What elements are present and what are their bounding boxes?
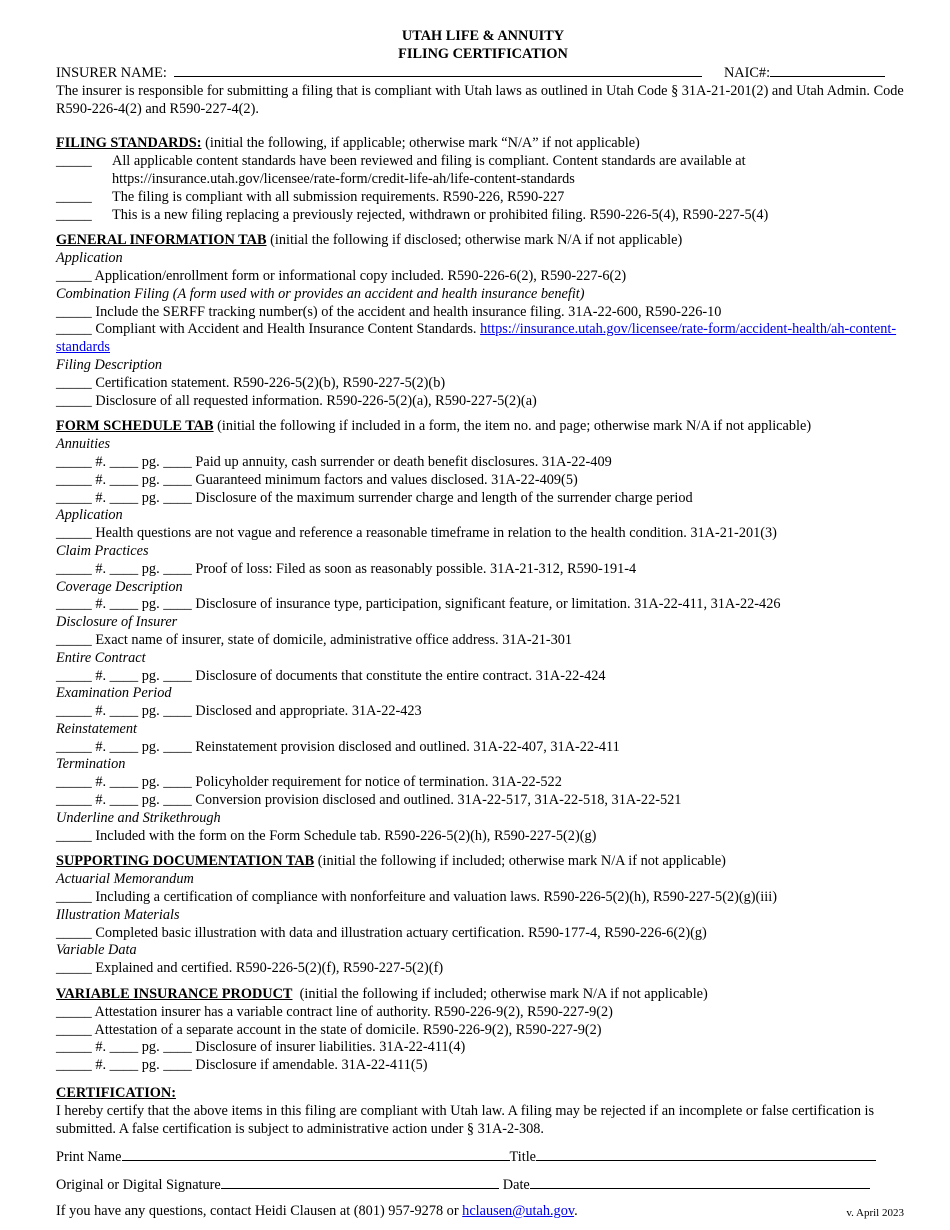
ah-content-standards-link[interactable]: https://insurance.utah.gov/licensee/rate-form/accident-health/ah-content-standards [56,321,897,356]
variable-product-list [56,1004,910,1075]
list-item: _____ #. ____ pg. ____ Disclosure of the maximum surrender charge and length of the surrender charge period [56,489,693,506]
form-title-line2: FILING CERTIFICATION [398,46,568,62]
signature-label: Original or Digital Signature [56,1177,221,1194]
filing-standards-heading: FILING STANDARDS: [56,135,202,152]
form-title-line1: UTAH LIFE & ANNUITY [401,28,565,44]
subsection-label: Claim Practices [56,542,149,559]
certification-text: I hereby certify that the above items in this filing are compliant with Utah law. A filing may be rejected if an incomplete or false certification is submitted. A false certification is subject to administrative action under § 31A-2-308. [56,1102,875,1137]
footer [56,1203,910,1221]
list-item: _____ Included with the form on the Form Schedule tab. R590-226-5(2)(h), R590-227-5(2)(g) [56,827,597,844]
intro-text: The insurer is responsible for submitting a filing that is compliant with Utah laws as outlined in Utah Code § 31A-21-201(2) and Utah Admin. Code R590-226-4(2) and R590-227-4(2). [56,82,904,117]
variable-product-instruction: (initial the following if included; otherwise mark N/A if not applicable) [292,986,708,1003]
version-label: v. April 2023 [846,1207,904,1220]
list-item [56,321,910,357]
subsection-label: Actuarial Memorandum [56,871,194,888]
list-item: _____ Exact name of insurer, state of domicile, administrative office address. 31A-21-301 [56,631,573,648]
contact-text: If you have any questions, contact Heidi Clausen at (801) 957-9278 or [56,1203,463,1220]
naic-label: NAIC#: [723,65,771,81]
list-item [56,189,910,207]
list-item [56,207,910,225]
list-item: _____ #. ____ pg. ____ Reinstatement provision disclosed and outlined. 31A-22-407, 31A-22-411 [56,738,620,755]
title-field[interactable] [536,1147,876,1161]
subsection-label: Application [56,507,123,524]
footer-period: . [574,1203,578,1220]
date-field[interactable] [530,1175,870,1189]
subsection-label: Reinstatement [56,720,137,737]
initial-field[interactable]: _____ [56,188,92,205]
certification-heading: CERTIFICATION: [56,1085,176,1102]
list-item: _____ Explained and certified. R590-226-5(2)(f), R590-227-5(2)(f) [56,960,444,977]
filing-standards-instruction: (initial the following, if applicable; otherwise mark “N/A” if not applicable) [201,135,640,152]
variable-product-heading: VARIABLE INSURANCE PRODUCT [56,986,293,1003]
supporting-docs-section [56,853,910,978]
list-item: _____ #. ____ pg. ____ Conversion provision disclosed and outlined. 31A-22-517, 31A-22-518, 31A-22-521 [56,792,682,809]
general-info-instruction: (initial the following if disclosed; otherwise mark N/A if not applicable) [266,232,683,249]
subsection-label: Illustration Materials [56,906,180,923]
general-info-section [56,232,910,410]
subsection-label: Termination [56,756,126,773]
form-schedule-list [56,436,910,845]
subsection-label: Combination Filing (A form used with or provides an accident and health insurance benefit) [56,285,585,302]
insurer-name-field[interactable] [174,63,702,77]
list-item-text: This is a new filing replacing a previously rejected, withdrawn or prohibited filing. R590-226-5(4), R590-227-5(4) [112,206,769,223]
insurer-name-label: INSURER NAME: [56,65,167,81]
list-item: _____ Attestation insurer has a variable contract line of authority. R590-226-9(2), R590-227-9(2) [56,1003,613,1020]
list-item-text: The filing is compliant with all submission requirements. R590-226, R590-227 [112,188,565,205]
list-item: _____ #. ____ pg. ____ Policyholder requirement for notice of termination. 31A-22-522 [56,774,562,791]
subsection-label: Annuities [56,436,111,453]
variable-product-section [56,986,910,1075]
subsection-label: Filing Description [56,356,163,373]
list-item: _____ Including a certification of compliance with nonforfeiture and valuation laws. R590-226-5(2)(h), R590-227-5(2)(g)(iii) [56,889,777,906]
form-schedule-heading: FORM SCHEDULE TAB [56,418,214,435]
subsection-label: Application [56,250,123,267]
filing-standards-section [56,135,910,224]
supporting-docs-instruction: (initial the following if included; otherwise mark N/A if not applicable) [314,853,726,870]
contact-email-link[interactable]: hclausen@utah.gov [462,1203,575,1220]
list-item-text: All applicable content standards have been reviewed and filing is compliant. Content standards are available at https://insurance.utah.gov/licensee/rate-form/credit-life-ah/life-content-standards [112,153,746,187]
list-item: _____ #. ____ pg. ____ Disclosure if amendable. 31A-22-411(5) [56,1057,428,1074]
list-item: _____ #. ____ pg. ____ Guaranteed minimum factors and values disclosed. 31A-22-409(5) [56,471,578,488]
subsection-label: Disclosure of Insurer [56,614,178,631]
supporting-docs-list [56,871,910,978]
print-name-label: Print Name [56,1149,122,1166]
list-item: _____ #. ____ pg. ____ Disclosure of insurance type, participation, significant feature, or limitation. 31A-22-411, 31A-22-426 [56,596,781,613]
signature-row [56,1175,910,1195]
list-item: _____ Health questions are not vague and reference a reasonable timeframe in relation to the health condition. 31A-21-201(3) [56,525,777,542]
naic-field[interactable] [770,63,885,77]
list-item: _____ #. ____ pg. ____ Paid up annuity, cash surrender or death benefit disclosures. 31A-22-409 [56,453,612,470]
title-label: Title [509,1149,537,1166]
list-item: _____ #. ____ pg. ____ Disclosed and appropriate. 31A-22-423 [56,703,422,720]
general-info-heading: GENERAL INFORMATION TAB [56,232,267,249]
form-schedule-instruction: (initial the following if included in a form, the item no. and page; otherwise mark N/A if not applicable) [213,418,812,435]
initial-field[interactable]: _____ [56,206,92,223]
list-item [56,153,910,189]
subsection-label: Coverage Description [56,578,183,595]
list-item: _____ Application/enrollment form or informational copy included. R590-226-6(2), R590-227-6(2) [56,267,627,284]
date-label: Date [502,1177,530,1194]
subsection-label: Variable Data [56,942,137,959]
insurer-row [56,63,910,83]
list-item: _____ Certification statement. R590-226-5(2)(b), R590-227-5(2)(b) [56,374,446,391]
subsection-label: Underline and Strikethrough [56,809,221,826]
list-item: _____ #. ____ pg. ____ Disclosure of insurer liabilities. 31A-22-411(4) [56,1039,466,1056]
subsection-label: Examination Period [56,685,172,702]
list-item: _____ Completed basic illustration with data and illustration actuary certification. R590-177-4, R590-226-6(2)(g) [56,924,707,941]
signature-field[interactable] [221,1175,499,1189]
subsection-label: Entire Contract [56,649,146,666]
form-schedule-section [56,418,910,845]
list-item: _____ #. ____ pg. ____ Disclosure of documents that constitute the entire contract. 31A-22-424 [56,667,606,684]
initial-field[interactable]: _____ [56,153,92,170]
print-name-field[interactable] [122,1147,510,1161]
certification-section [56,1085,910,1195]
list-item: _____ #. ____ pg. ____ Proof of loss: Filed as soon as reasonably possible. 31A-21-312, R590-191-4 [56,560,637,577]
list-item-text: _____ Compliant with Accident and Health Insurance Content Standards. [56,321,481,338]
list-item: _____ Attestation of a separate account in the state of domicile. R590-226-9(2), R590-227-9(2) [56,1021,602,1038]
list-item: _____ Disclosure of all requested information. R590-226-5(2)(a), R590-227-5(2)(a) [56,392,537,409]
supporting-docs-heading: SUPPORTING DOCUMENTATION TAB [56,853,315,870]
list-item: _____ Include the SERFF tracking number(s) of the accident and health insurance filing. 31A-22-600, R590-226-10 [56,303,722,320]
print-name-row [56,1147,910,1167]
